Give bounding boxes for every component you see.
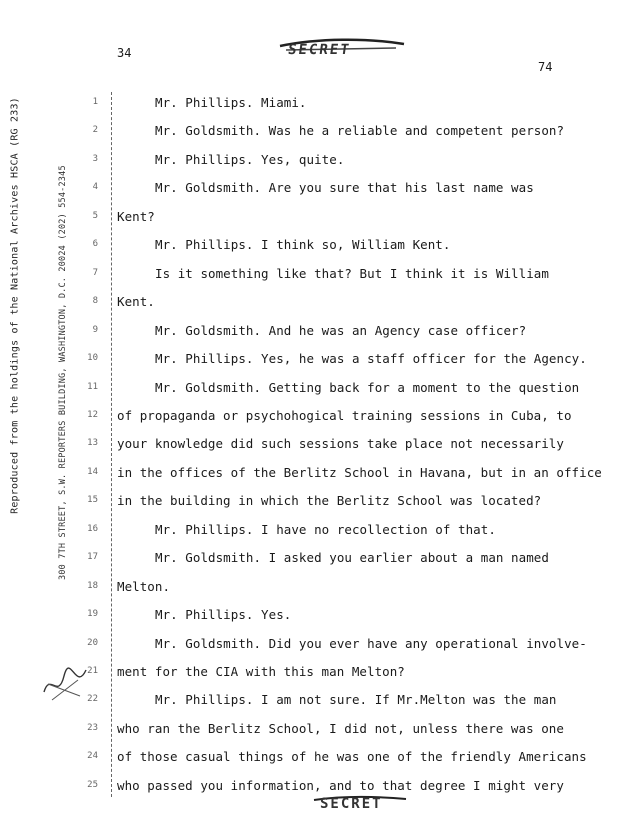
line-number: 17	[87, 552, 98, 563]
transcript-line: Mr. Goldsmith. Getting back for a moment to the question	[155, 379, 580, 395]
transcript-line: of propaganda or psychohogical training sessions in Cuba, to	[117, 407, 572, 423]
transcript-line: Mr. Phillips. Yes, he was a staff officer for the Agency.	[155, 351, 587, 367]
line-number: 11	[87, 381, 98, 392]
transcript-line: Mr. Phillips. I think so, William Kent.	[155, 237, 451, 253]
transcript-line: Melton.	[117, 578, 171, 594]
line-number: 20	[87, 637, 98, 648]
secret-stamp-top	[278, 36, 406, 68]
line-number: 24	[87, 751, 98, 762]
line-number: 16	[87, 523, 98, 534]
line-number: 15	[87, 495, 98, 506]
line-number: 12	[87, 409, 98, 420]
handwritten-mark-icon	[40, 662, 90, 706]
line-number: 21	[87, 666, 98, 676]
transcript-line: Mr. Phillips. I am not sure. If Mr.Melton was the man	[155, 692, 557, 708]
transcript-line: Mr. Goldsmith. And he was an Agency case officer?	[155, 322, 527, 338]
line-number: 14	[87, 466, 98, 477]
transcript-line: Mr. Phillips. Yes, quite.	[155, 151, 345, 167]
margin-rule	[111, 92, 113, 797]
transcript-line: in the building in which the Berlitz School was located?	[117, 493, 542, 509]
transcript-line: your knowledge did such sessions take place not necessarily	[117, 436, 564, 452]
line-number: 19	[87, 609, 98, 620]
transcript-line: Mr. Goldsmith. I asked you earlier about a man named	[155, 550, 549, 566]
transcript-line: in the offices of the Berlitz School in Havana, but in an office	[117, 464, 602, 480]
line-number: 6	[92, 239, 98, 250]
line-number: 7	[92, 267, 98, 278]
transcript-line: Mr. Phillips. I have no recollection of that.	[155, 521, 496, 537]
transcript-line: Mr. Phillips. Miami.	[155, 95, 307, 110]
page-number-right: 74	[538, 60, 553, 74]
line-number: 9	[92, 324, 98, 335]
line-number: 8	[92, 296, 98, 307]
line-number: 2	[92, 125, 98, 136]
transcript-line: of those casual things of he was one of the friendly Americans	[117, 749, 587, 765]
page-number-left: 34	[117, 46, 132, 60]
reporter-address: 300 7TH STREET, S.W. REPORTERS BUILDING, WASHINGTON, D.C. 20024 (202) 554-2345	[58, 165, 68, 580]
transcript-line: Mr. Goldsmith. Did you ever have any operational involve-	[155, 635, 587, 651]
line-number: 13	[87, 438, 98, 449]
line-number: 5	[92, 210, 98, 221]
transcript-line: Kent.	[117, 294, 155, 310]
line-number: 22	[87, 694, 98, 705]
transcript-line: who passed you information, and to that degree I might very	[117, 777, 564, 793]
transcript-line: Mr. Phillips. Yes.	[155, 607, 292, 623]
line-number: 18	[87, 580, 98, 591]
line-number: 4	[92, 182, 98, 193]
transcript-line: Mr. Goldsmith. Are you sure that his last name was	[155, 180, 534, 196]
line-number: 1	[92, 97, 98, 107]
line-number: 23	[87, 722, 98, 733]
stamp-text-bottom: SECRET	[320, 796, 383, 812]
stamp-text-top: SECRET	[286, 42, 352, 58]
line-number: 3	[92, 153, 98, 164]
line-number: 10	[87, 353, 98, 364]
transcript-line: Is it something like that? But I think it is William	[155, 265, 549, 281]
archive-side-note: Reproduced from the holdings of the National Archives HSCA (RG 233)	[9, 97, 21, 514]
line-number: 25	[87, 779, 98, 790]
transcript-line: Mr. Goldsmith. Was he a reliable and competent person?	[155, 123, 565, 139]
transcript-line: ment for the CIA with this man Melton?	[117, 664, 405, 679]
transcript-line: Kent?	[117, 208, 155, 224]
transcript-line: who ran the Berlitz School, I did not, unless there was one	[117, 720, 564, 736]
secret-stamp-bottom	[312, 794, 408, 818]
